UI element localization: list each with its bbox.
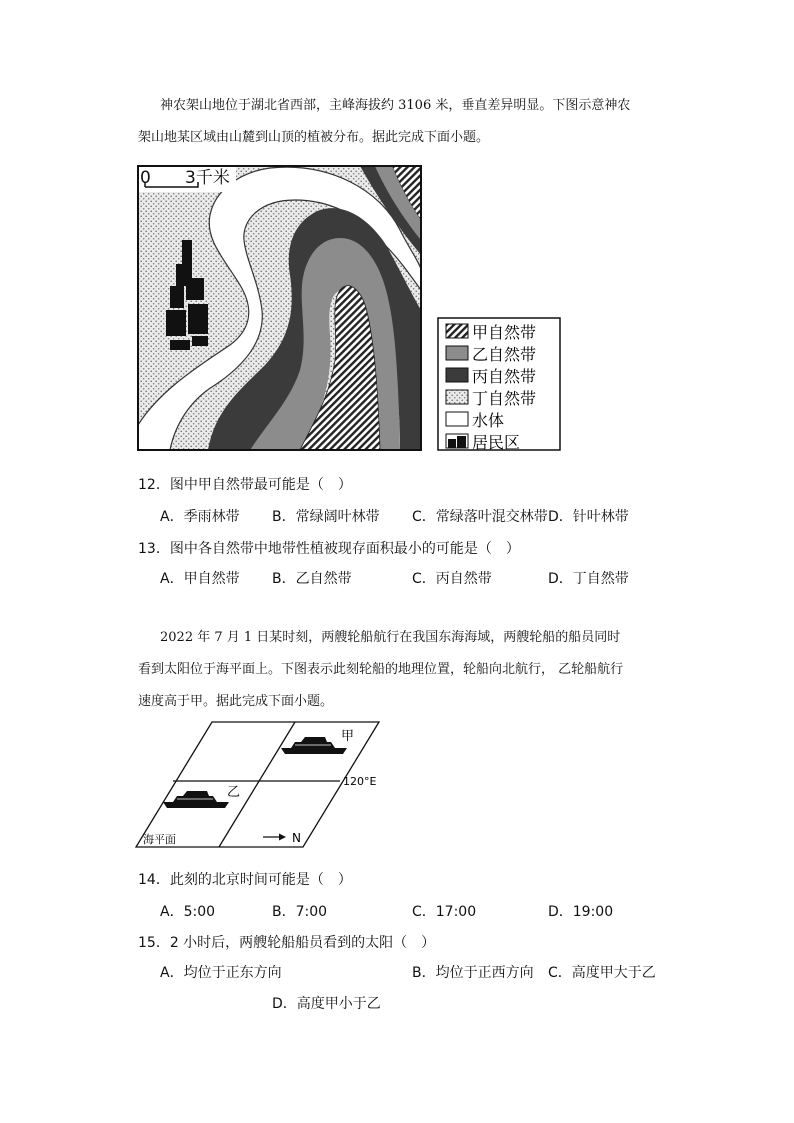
ship-jia-label: 甲	[341, 729, 355, 744]
passage1-line2: 架山地某区域由山麓到山顶的植被分布。据此完成下面小题。	[138, 130, 490, 145]
scale-zero: 0	[140, 168, 151, 188]
meridian-label: 120°E	[343, 775, 377, 788]
q13-option-a[interactable]: A．甲自然带	[160, 571, 240, 587]
legend-label-bing: 丙自然带	[472, 367, 537, 386]
q15-option-d[interactable]: D．高度甲小于乙	[272, 996, 381, 1012]
vegetation-zone-map	[130, 160, 570, 455]
q12-option-d[interactable]: D．针叶林带	[548, 509, 629, 525]
legend-swatch-ding	[446, 390, 468, 404]
q12-stem: 12．图中甲自然带最可能是（ ）	[138, 477, 352, 493]
passage2-line3: 速度高于甲。据此完成下面小题。	[138, 694, 334, 709]
q13-stem: 13．图中各自然带中地带性植被现存面积最小的可能是（ ）	[138, 541, 520, 557]
passage2-line1: 2022 年 7 月 1 日某时刻，两艘轮船航行在我国东海海域，两艘轮船的船员同时	[160, 630, 621, 645]
legend-swatch-bing	[446, 368, 468, 382]
q14-stem: 14．此刻的北京时间可能是（ ）	[138, 872, 352, 888]
q13-option-d[interactable]: D．丁自然带	[548, 571, 629, 587]
ship-position-diagram	[135, 718, 395, 853]
q12-option-c[interactable]: C．常绿落叶混交林带	[412, 509, 548, 525]
passage1-line1: 神农架山地位于湖北省西部，主峰海拔约 3106 米，垂直差异明显。下图示意神农	[160, 98, 631, 113]
q12-option-a[interactable]: A．季雨林带	[160, 509, 240, 525]
north-label: N	[292, 831, 301, 845]
north-arrow-icon	[263, 834, 286, 841]
q12-option-b[interactable]: B．常绿阔叶林带	[272, 509, 380, 525]
legend-label-water: 水体	[472, 411, 505, 430]
q14-option-c[interactable]: C．17:00	[412, 904, 477, 920]
legend-label-jia: 甲自然带	[472, 323, 537, 342]
legend-swatch-jia	[446, 324, 468, 338]
ship-yi-icon	[163, 791, 229, 808]
legend-label-settlement: 居民区	[472, 433, 521, 452]
q13-option-c[interactable]: C．丙自然带	[412, 571, 492, 587]
legend	[438, 318, 560, 452]
legend-swatch-water	[446, 412, 468, 426]
q15-option-b[interactable]: B．均位于正西方向	[412, 965, 534, 981]
legend-swatch-yi	[446, 346, 468, 360]
ship-yi-label: 乙	[227, 785, 241, 800]
scale-label: 3千米	[185, 168, 230, 188]
sea-level-label: 海平面	[143, 833, 176, 846]
passage2-line2: 看到太阳位于海平面上。下图表示此刻轮船的地理位置，轮船向北航行， 乙轮船航行	[138, 662, 624, 677]
q15-option-a[interactable]: A．均位于正东方向	[160, 965, 282, 981]
q13-option-b[interactable]: B．乙自然带	[272, 571, 352, 587]
q14-option-a[interactable]: A．5:00	[160, 904, 216, 920]
q15-stem: 15．2 小时后，两艘轮船船员看到的太阳（ ）	[138, 935, 436, 951]
q15-option-c[interactable]: C．高度甲大于乙	[548, 965, 656, 981]
legend-label-yi: 乙自然带	[472, 345, 537, 364]
legend-label-ding: 丁自然带	[472, 389, 537, 408]
q14-option-d[interactable]: D．19:00	[548, 904, 614, 920]
ship-jia-icon	[281, 737, 347, 754]
q14-option-b[interactable]: B．7:00	[272, 904, 328, 920]
